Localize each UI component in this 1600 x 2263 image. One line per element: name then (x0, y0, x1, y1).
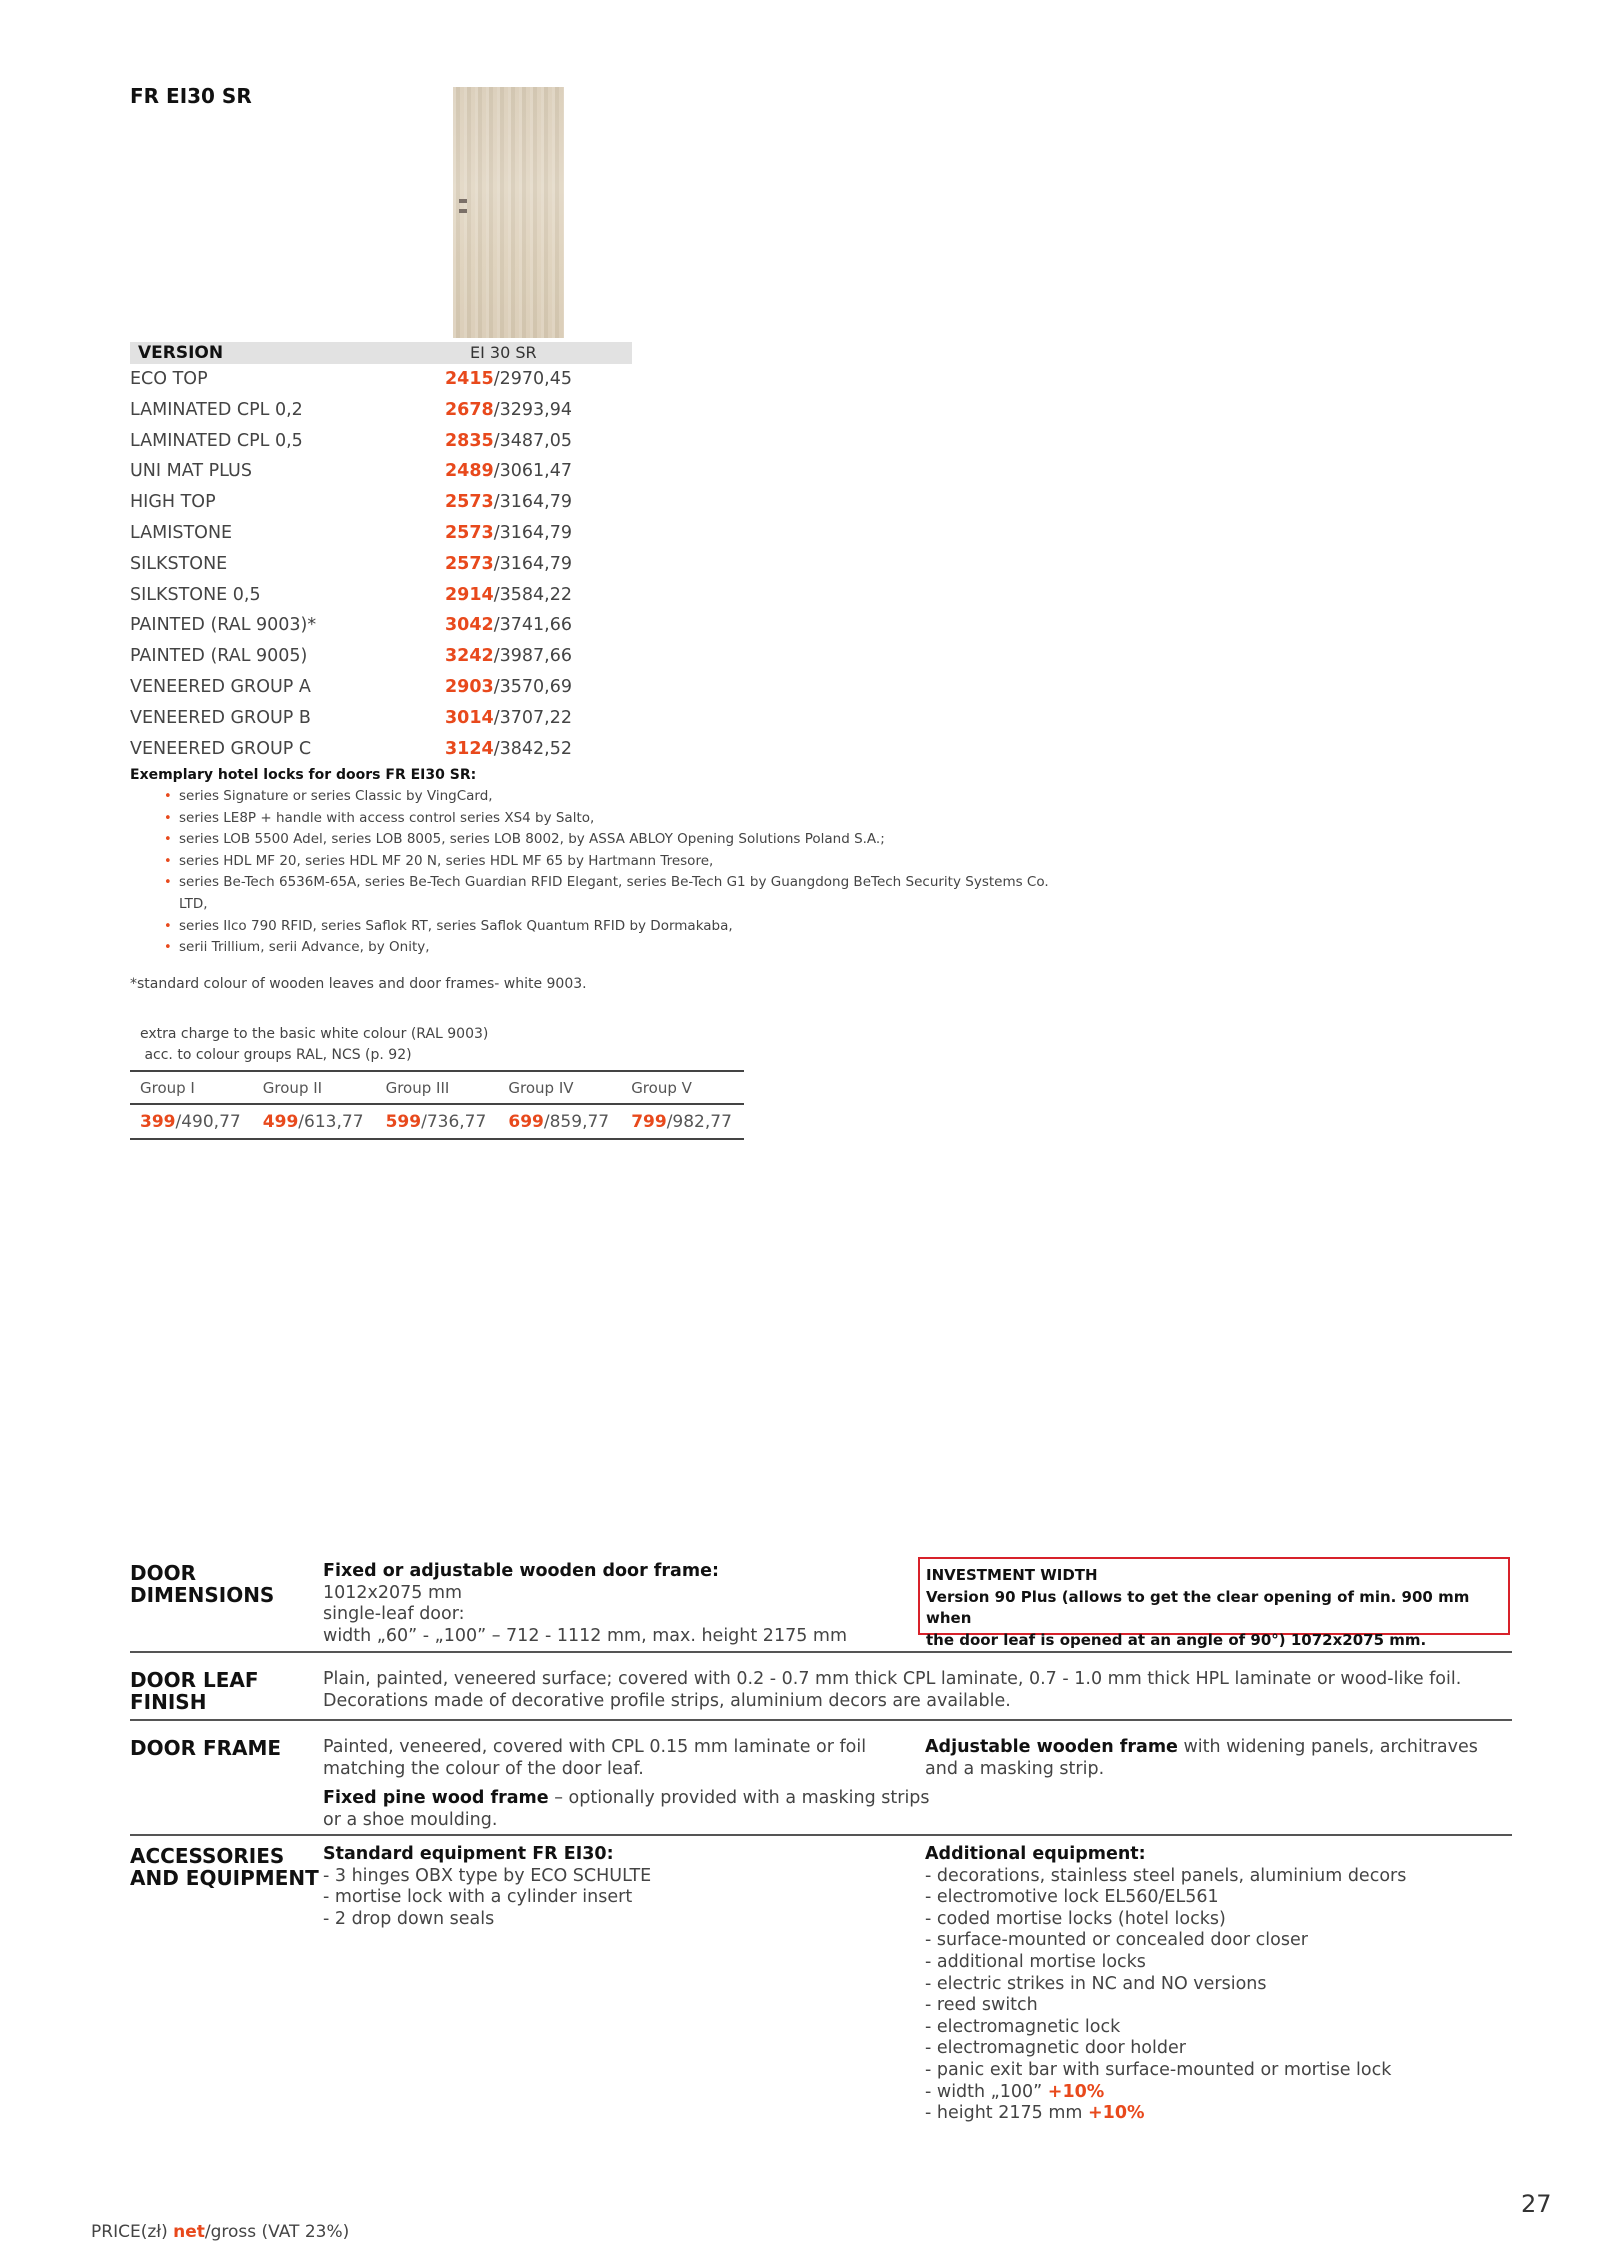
list-item (164, 808, 1130, 830)
list-item-text: series LOB 5500 Adel, series LOB 8005, series LOB 8002, by ASSA ABLOY Opening Solutions Poland S.A.; (179, 831, 885, 848)
table-row (130, 518, 632, 549)
height-text: - height 2175 mm (925, 2103, 1088, 2124)
table-header (130, 1072, 744, 1105)
table-row (130, 426, 632, 457)
spec-label-accessories (130, 1845, 319, 1889)
details-line: 1012x2075 mm (323, 1582, 463, 1603)
net-price: 2903 (445, 676, 494, 697)
adjustable-frame-rest: with widening panels, architraves (1177, 1737, 1478, 1757)
bullet-icon: • (164, 875, 172, 891)
width-text: - width „100” (925, 2081, 1048, 2102)
price-cell (130, 1112, 253, 1132)
net-price: 699 (508, 1111, 544, 1132)
list-item: - electromagnetic lock (925, 2016, 1121, 2037)
version-price-table (130, 342, 632, 764)
net-price: 799 (631, 1111, 667, 1132)
row-price (445, 492, 572, 512)
row-price (445, 461, 572, 481)
row-price (445, 739, 572, 759)
list-item (164, 937, 1130, 959)
list-item (164, 872, 1130, 894)
fixed-frame-rest: – optionally provided with a masking strips (548, 1788, 930, 1809)
list-item: - additional mortise locks (925, 1951, 1146, 1972)
row-name: PAINTED (RAL 9003)* (130, 615, 317, 636)
gross-price: /3987,66 (493, 646, 572, 667)
gross-price: /3164,79 (493, 492, 572, 513)
hotel-locks-list (130, 786, 1130, 959)
investment-width-box (918, 1557, 1510, 1649)
list-item (925, 2103, 1406, 2125)
gross-price: /3584,22 (493, 584, 572, 605)
list-item: - electromagnetic door holder (925, 2038, 1186, 2059)
gross-price: /3707,22 (493, 707, 572, 728)
table-row (130, 1105, 744, 1140)
list-item (164, 786, 1130, 808)
net-price: 3014 (445, 707, 494, 728)
fixed-frame-bold: Fixed pine wood frame (323, 1788, 549, 1809)
details-line: Painted, veneered, covered with CPL 0.15 mm laminate or foil (323, 1737, 867, 1757)
fixed-frame-line (323, 1788, 930, 1810)
spec-label-door-frame: DOOR FRAME (130, 1736, 282, 1760)
price-prefix: PRICE(zł) (91, 2222, 174, 2242)
details-line: or a shoe moulding. (323, 1809, 498, 1830)
details-line: Decorations made of decorative profile strips, aluminium decors are available. (323, 1690, 1011, 1711)
gross-price: /490,77 (175, 1111, 241, 1132)
row-price (445, 585, 572, 605)
header-version: VERSION (138, 343, 224, 363)
list-item: - 2 drop down seals (323, 1908, 495, 1929)
list-item: - reed switch (925, 1995, 1038, 2016)
table-row (130, 456, 632, 487)
intro-line: extra charge to the basic white colour (RAL 9003) (140, 1026, 489, 1042)
row-name: LAMINATED CPL 0,2 (130, 399, 303, 420)
label-line: DOOR (130, 1561, 197, 1585)
list-item: - surface-mounted or concealed door closer (925, 1930, 1308, 1951)
door-frame-details (323, 1737, 930, 1831)
gross-price: /3741,66 (493, 615, 572, 636)
list-item-text: series LE8P + handle with access control series XS4 by Salto, (179, 809, 595, 826)
gross-price: /2970,45 (493, 369, 572, 389)
header-cell: Group II (262, 1078, 323, 1097)
table-row (130, 703, 632, 734)
row-price (445, 523, 572, 543)
table-row (130, 487, 632, 518)
table-row (130, 364, 632, 395)
table-row (130, 734, 632, 765)
table-row (130, 672, 632, 703)
bullet-icon: • (164, 918, 172, 934)
gross-price: /613,77 (298, 1111, 364, 1132)
list-item (164, 916, 1130, 938)
net-price: 399 (140, 1111, 176, 1132)
colour-groups-table (130, 1070, 744, 1140)
price-net-label: net (173, 2222, 205, 2242)
gross-price: /982,77 (666, 1111, 732, 1132)
price-cell (621, 1112, 744, 1132)
spec-label-door-dimensions (130, 1562, 274, 1606)
bullet-icon: • (164, 853, 172, 869)
price-legend (91, 2222, 349, 2242)
width-surcharge: +10% (1047, 2081, 1105, 2102)
table-row (130, 641, 632, 672)
row-price (445, 431, 572, 451)
invest-title: INVESTMENT WIDTH (926, 1566, 1098, 1584)
row-name: HIGH TOP (130, 492, 216, 513)
list-item (164, 829, 1130, 851)
row-name: VENEERED GROUP C (130, 738, 312, 759)
page-title: FR EI30 SR (130, 84, 252, 108)
net-price: 3042 (445, 615, 494, 636)
net-price: 599 (385, 1111, 422, 1132)
net-price: 2835 (445, 430, 494, 451)
bullet-icon: • (164, 810, 172, 826)
header-ei30sr: EI 30 SR (470, 343, 537, 362)
row-price (445, 646, 572, 666)
row-price (445, 708, 572, 728)
details-line: Plain, painted, veneered surface; covered with 0.2 - 0.7 mm thick CPL laminate, 0.7 - 1.0 mm thick HPL laminate or wood-like foil. (323, 1669, 1462, 1689)
adjustable-frame-details (925, 1737, 1478, 1780)
details-line: width „60” - „100” – 712 - 1112 mm, max. height 2175 mm (323, 1625, 848, 1646)
label-line: AND EQUIPMENT (130, 1866, 319, 1890)
net-price: 3242 (445, 646, 494, 667)
list-item: - coded mortise locks (hotel locks) (925, 1908, 1226, 1929)
gross-price: /3164,79 (493, 553, 572, 574)
height-surcharge: +10% (1087, 2103, 1145, 2124)
invest-line: Version 90 Plus (allows to get the clear opening of min. 900 mm when (926, 1587, 1470, 1627)
row-name: UNI MAT PLUS (130, 461, 252, 482)
list-item: - 3 hinges OBX type by ECO SCHULTE (323, 1865, 652, 1886)
list-item: - decorations, stainless steel panels, aluminium decors (925, 1865, 1407, 1886)
net-price: 2489 (445, 461, 494, 482)
bullet-icon: • (164, 940, 172, 956)
gross-price: /859,77 (543, 1111, 610, 1132)
page-number: 27 (1521, 2190, 1552, 2218)
row-price (445, 677, 572, 697)
price-cell (376, 1112, 499, 1132)
net-price: 499 (262, 1111, 299, 1132)
gross-price: /3487,05 (493, 430, 572, 451)
row-name: VENEERED GROUP B (130, 707, 311, 728)
gross-price: /736,77 (421, 1111, 487, 1132)
divider (130, 1719, 1512, 1721)
net-price: 2573 (445, 492, 494, 513)
additional-equipment (925, 1844, 1406, 2125)
list-item: - electric strikes in NC and NO versions (925, 1973, 1267, 1994)
row-name: SILKSTONE (130, 553, 228, 574)
list-item: - panic exit bar with surface-mounted or mortise lock (925, 2059, 1392, 2080)
row-name: ECO TOP (130, 369, 208, 389)
header-cell: Group III (385, 1078, 450, 1097)
price-cell (253, 1112, 376, 1132)
details-heading: Fixed or adjustable wooden door frame: (323, 1561, 719, 1581)
net-price: 2678 (445, 399, 494, 420)
net-price: 3124 (445, 738, 494, 759)
adjustable-frame-line (925, 1737, 1478, 1759)
header-cell: Group I (140, 1078, 195, 1097)
footnote: *standard colour of wooden leaves and door frames- white 9003. (130, 976, 587, 992)
door-image (453, 87, 564, 338)
list-item-text: series Be-Tech 6536M-65A, series Be-Tech Guardian RFID Elegant, series Be-Tech G1 by Guangdong BeTech Security Systems Co. (179, 874, 1049, 891)
list-item-text: series Signature or series Classic by VingCard, (179, 788, 493, 804)
gross-price: /3570,69 (493, 676, 572, 697)
adjustable-frame-bold: Adjustable wooden frame (925, 1737, 1178, 1757)
row-name: SILKSTONE 0,5 (130, 584, 261, 605)
list-item-text: serii Trillium, serii Advance, by Onity, (179, 939, 430, 956)
row-name: PAINTED (RAL 9005) (130, 646, 308, 667)
intro-line: acc. to colour groups RAL, NCS (p. 92) (140, 1047, 412, 1063)
invest-line: the door leaf is opened at an angle of 90°) 1072x2075 mm. (926, 1630, 1427, 1649)
header-cell: Group IV (508, 1078, 574, 1097)
row-name: VENEERED GROUP A (130, 676, 311, 697)
table-row (130, 549, 632, 580)
details-line: and a masking strip. (925, 1758, 1105, 1779)
table-row (130, 610, 632, 641)
header-cell: Group V (631, 1078, 692, 1097)
list-item (925, 2082, 1406, 2104)
row-price (445, 554, 572, 574)
divider (130, 1651, 1512, 1653)
list-item-text: series Ilco 790 RFID, series Saflok RT, series Saflok Quantum RFID by Dormakaba, (179, 917, 733, 934)
standard-equipment-title: Standard equipment FR EI30: (323, 1844, 614, 1864)
row-name: LAMINATED CPL 0,5 (130, 430, 303, 451)
list-item-text: series HDL MF 20, series HDL MF 20 N, series HDL MF 65 by Hartmann Tresore, (179, 852, 714, 869)
label-line: DOOR LEAF (130, 1668, 259, 1692)
gross-price: /3164,79 (493, 522, 572, 543)
door-leaf-finish-details (323, 1669, 1461, 1712)
bullet-icon: • (164, 832, 172, 848)
table-row (130, 580, 632, 611)
bullet-icon: • (164, 789, 172, 804)
door-handle-icon (459, 199, 471, 217)
list-item (164, 851, 1130, 873)
price-suffix: /gross (VAT 23%) (204, 2222, 350, 2242)
divider (130, 1834, 1512, 1836)
additional-equipment-title: Additional equipment: (925, 1844, 1146, 1864)
hotel-locks-section (130, 767, 1130, 959)
gross-price: /3061,47 (493, 461, 572, 482)
label-line: ACCESSORIES (130, 1844, 285, 1868)
list-item: - electromotive lock EL560/EL561 (925, 1887, 1219, 1908)
row-price (445, 400, 572, 420)
spec-label-door-leaf-finish (130, 1669, 259, 1713)
list-item-continuation (179, 894, 1130, 916)
price-cell (498, 1112, 621, 1132)
table-header (130, 342, 632, 364)
label-line: DIMENSIONS (130, 1583, 275, 1607)
net-price: 2573 (445, 522, 494, 543)
list-item-text: LTD, (179, 895, 208, 912)
list-item: - mortise lock with a cylinder insert (323, 1887, 633, 1908)
door-dimensions-details (323, 1561, 847, 1647)
table-row (130, 395, 632, 426)
details-line: single-leaf door: (323, 1604, 465, 1625)
gross-price: /3293,94 (493, 399, 572, 420)
standard-equipment (323, 1844, 651, 1930)
net-price: 2573 (445, 553, 494, 574)
hotel-locks-title: Exemplary hotel locks for doors FR EI30 SR: (130, 767, 477, 783)
gross-price: /3842,52 (493, 738, 572, 759)
net-price: 2914 (445, 584, 494, 605)
row-price (445, 369, 572, 389)
label-line: FINISH (130, 1690, 207, 1714)
row-name: LAMISTONE (130, 522, 233, 543)
row-price (445, 615, 572, 635)
details-line: matching the colour of the door leaf. (323, 1758, 644, 1779)
colour-groups-intro (140, 1024, 488, 1066)
net-price: 2415 (445, 369, 494, 389)
